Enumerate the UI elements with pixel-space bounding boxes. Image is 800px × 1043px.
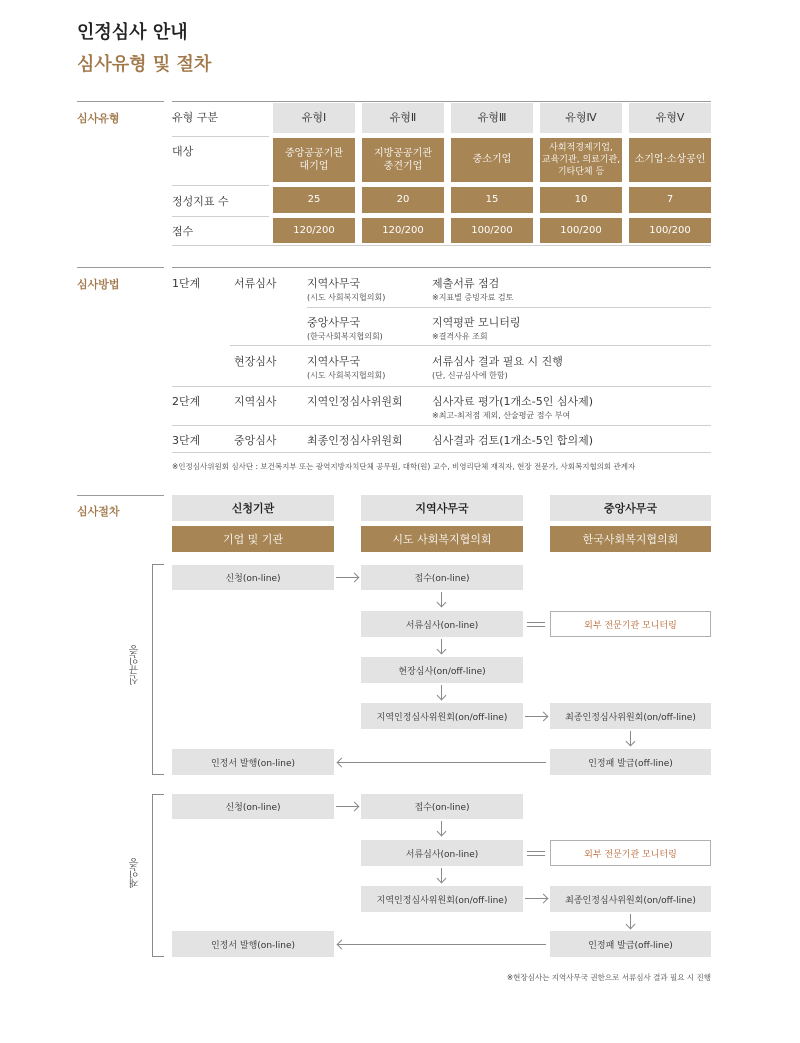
arrow-down (441, 868, 442, 882)
renew-apply: 신청(on-line) (172, 794, 334, 819)
renew-receive: 접수(on-line) (361, 794, 523, 819)
procedure-footnote: ※현장심사는 지역사무국 권한으로 서류심사 결과 필요 시 진행 (506, 973, 711, 982)
col-sub-applicant: 기업 및 기관 (172, 526, 334, 552)
method-bottom-line (172, 452, 711, 453)
stage-1: 1단계 (172, 277, 201, 290)
row-divider (230, 345, 711, 346)
type-count-4: 10 (540, 187, 622, 213)
new-local-committee: 지역인정심사위원회(on/off-line) (361, 703, 523, 729)
new-bracket (152, 564, 164, 775)
doc-review-label: 서류심사 (234, 277, 277, 290)
r4-task: 심사자료 평가(1개소-5인 심사제) (432, 395, 594, 408)
method-footnote: ※인정심사위원회 심사단 : 보건복지부 또는 광역지방자치단체 공무원, 대학(원) 교수, 비영리단체 재직자, 현장 전문가, 사회복지협의회 관계자 (172, 462, 636, 471)
type-score-3: 100/200 (451, 218, 533, 243)
type-target-2: 지방공공기관 중견기업 (362, 138, 444, 182)
type-count-3: 15 (451, 187, 533, 213)
r3-org-sub: (시도 사회복지협의회) (307, 371, 386, 380)
r1-task: 제출서류 점검 (432, 277, 500, 290)
types-bottom-line (172, 245, 711, 246)
page-title: 인정심사 안내 (77, 22, 188, 43)
arrow-down (441, 639, 442, 653)
central-review-label: 중앙심사 (234, 434, 277, 447)
new-site-review: 현장심사(on/off-line) (361, 657, 523, 683)
renew-monitoring: 외부 전문기관 모니터링 (550, 840, 711, 866)
local-review-label: 지역심사 (234, 395, 277, 408)
section-divider (77, 267, 164, 268)
renew-local-committee: 지역인정심사위원회(on/off-line) (361, 886, 523, 912)
new-doc-review: 서류심사(on-line) (361, 611, 523, 637)
col-sub-central: 한국사회복지협의회 (550, 526, 711, 552)
type-count-1: 25 (273, 187, 355, 213)
type-target-3: 중소기업 (451, 138, 533, 182)
col-head-local: 지역사무국 (361, 495, 523, 521)
row-label-score: 점수 (172, 225, 194, 238)
equals-connector (527, 851, 545, 856)
col-head-central: 중앙사무국 (550, 495, 711, 521)
r5-task: 심사결과 검토(1개소-5인 합의제) (432, 434, 594, 447)
type-target-1: 중앙공공기관 대기업 (273, 138, 355, 182)
r3-task: 서류심사 결과 필요 시 진행 (432, 355, 563, 368)
type-count-5: 7 (629, 187, 711, 213)
type-header-2: 유형Ⅱ (362, 103, 444, 133)
renew-final-committee: 최종인정심사위원회(on/off-line) (550, 886, 711, 912)
r2-org: 중앙사무국 (307, 316, 361, 329)
r3-task-sub: (단, 신규심사에 한함) (432, 371, 508, 380)
arrow-right (525, 716, 547, 717)
row-divider (172, 136, 269, 137)
r3-org: 지역사무국 (307, 355, 361, 368)
arrow-right (336, 577, 358, 578)
new-apply: 신청(on-line) (172, 565, 334, 590)
section-divider (77, 495, 164, 496)
type-target-4: 사회적경제기업, 교육기관, 의료기관, 기타단체 등 (540, 138, 622, 182)
type-header-1: 유형Ⅰ (273, 103, 355, 133)
new-certificate: 인정서 발행(on-line) (172, 749, 334, 775)
type-target-5: 소기업·소상공인 (629, 138, 711, 182)
types-top-line (172, 101, 711, 102)
r1-task-sub: ※지표별 증빙자료 검토 (432, 293, 514, 302)
new-plaque: 인정패 발급(off-line) (550, 749, 711, 775)
arrow-down (630, 914, 631, 928)
arrow-right (336, 806, 358, 807)
new-label: 신규인증 (130, 645, 141, 685)
type-score-5: 100/200 (629, 218, 711, 243)
row-divider (172, 185, 269, 186)
equals-connector (527, 622, 545, 627)
r5-org: 최종인정심사위원회 (307, 434, 403, 447)
r4-task-sub: ※최고-최저점 제외, 산술평균 점수 부여 (432, 411, 571, 420)
row-label-type: 유형 구분 (172, 111, 219, 124)
r2-task-sub: ※결격사유 조회 (432, 332, 488, 341)
site-review-label: 현장심사 (234, 355, 277, 368)
renew-label: 재인증 (130, 858, 141, 888)
type-score-2: 120/200 (362, 218, 444, 243)
arrow-down (441, 685, 442, 699)
row-divider (307, 307, 711, 308)
renew-doc-review: 서류심사(on-line) (361, 840, 523, 866)
method-top-line (172, 267, 711, 268)
type-count-2: 20 (362, 187, 444, 213)
type-header-4: 유형Ⅳ (540, 103, 622, 133)
new-final-committee: 최종인정심사위원회(on/off-line) (550, 703, 711, 729)
new-receive: 접수(on-line) (361, 565, 523, 590)
row-divider (172, 216, 269, 217)
page-subtitle: 심사유형 및 절차 (77, 54, 212, 75)
section-divider (77, 101, 164, 102)
r1-org: 지역사무국 (307, 277, 361, 290)
renew-bracket (152, 794, 164, 957)
arrow-down (630, 731, 631, 745)
type-score-4: 100/200 (540, 218, 622, 243)
stage-3: 3단계 (172, 434, 201, 447)
section-label-method: 심사방법 (77, 278, 120, 291)
renew-plaque: 인정패 발급(off-line) (550, 931, 711, 957)
r2-org-sub: (한국사회복지협의회) (307, 332, 383, 341)
row-label-target: 대상 (172, 145, 194, 158)
section-label-procedure: 심사절차 (77, 505, 120, 518)
stage-2: 2단계 (172, 395, 201, 408)
arrow-down (441, 821, 442, 835)
r4-org: 지역인정심사위원회 (307, 395, 403, 408)
row-divider (172, 425, 711, 426)
row-label-count: 정성지표 수 (172, 195, 229, 208)
r2-task: 지역평판 모니터링 (432, 316, 521, 329)
col-head-applicant: 신청기관 (172, 495, 334, 521)
arrow-left (338, 762, 546, 763)
row-divider (172, 386, 711, 387)
arrow-left (338, 944, 546, 945)
type-header-3: 유형Ⅲ (451, 103, 533, 133)
new-monitoring: 외부 전문기관 모니터링 (550, 611, 711, 637)
renew-certificate: 인정서 발행(on-line) (172, 931, 334, 957)
section-label-types: 심사유형 (77, 112, 120, 125)
r1-org-sub: (시도 사회복지협의회) (307, 293, 386, 302)
arrow-right (525, 898, 547, 899)
type-score-1: 120/200 (273, 218, 355, 243)
col-sub-local: 시도 사회복지협의회 (361, 526, 523, 552)
type-header-5: 유형Ⅴ (629, 103, 711, 133)
arrow-down (441, 592, 442, 606)
